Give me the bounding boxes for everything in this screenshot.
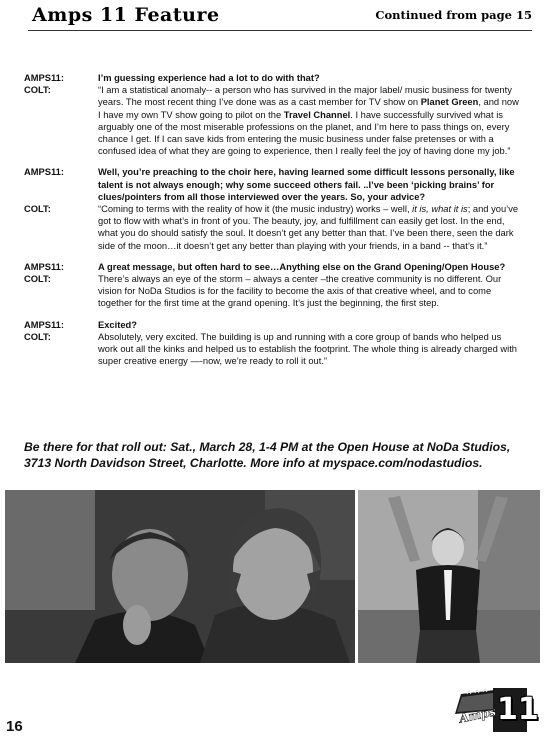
text-segment: There’s always an eye of the storm – always a center –the creative community is no different. Our vision for NoDa Studios is for the facility to become the axis of that creative wheel, and to come together for the first time at the grand opening. It’s just the beginning, the first step. <box>98 274 502 309</box>
photo-two-men <box>5 490 355 663</box>
speaker-text <box>98 84 522 157</box>
text-segment: A great message, but often hard to see…Anything else on the Grand Opening/Open House? <box>98 261 506 272</box>
continued-note: Continued from page 15 <box>375 8 532 22</box>
interview-question <box>24 166 522 203</box>
paragraph-gap <box>24 252 522 261</box>
speaker-text <box>98 331 522 368</box>
text-segment: “I am a statistical anomaly-- a person who has survived in the major label/ music business for twenty years. The most recent thing I’ve done was as a cast member for TV show on <box>98 85 512 108</box>
speaker-text <box>98 273 522 310</box>
text-segment: , and now I have my own TV show going to pilot on the <box>98 97 519 120</box>
interview-answer <box>24 84 522 157</box>
text-segment: I’m guessing experience had a lot to do with that? <box>98 73 320 83</box>
text-segment: Travel Channel <box>283 109 351 120</box>
speaker-label: COLT: <box>24 331 51 342</box>
amps11-logo <box>453 688 539 734</box>
speaker-text <box>98 72 522 84</box>
interview-question <box>24 319 522 331</box>
speaker-label: AMPS11: <box>24 261 64 272</box>
interview-body <box>24 72 522 367</box>
interview-answer <box>24 273 522 310</box>
text-segment: Absolutely, very excited. The building is up and running with a core group of bands who helped us work out all the kinks and helped us to establish the footprint. The whole thing is already charged with super creative energy —-now, we’re ready to roll it out.” <box>98 331 517 367</box>
speaker-label: COLT: <box>24 204 51 215</box>
speaker-label: AMPS11: <box>24 73 64 83</box>
speaker-text <box>98 203 522 252</box>
photo-strip <box>5 490 540 663</box>
page-number: 16 <box>6 718 23 735</box>
speaker-label: AMPS11: <box>24 167 64 178</box>
interview-answer <box>24 203 522 252</box>
promo-text: Be there for that roll out: Sat., March 28, 1-4 PM at the Open House at NoDa Studios, 3713 North Davidson Street, Charlotte. More info at myspace.com/nodastudios. <box>24 440 511 470</box>
speaker-text <box>98 166 522 203</box>
speaker-text <box>98 261 522 273</box>
text-segment: “Coming to terms with the reality of how it (the music industry) works – well, <box>98 204 413 215</box>
header-rule <box>28 30 532 31</box>
text-segment: it is, what it is <box>412 204 468 215</box>
text-segment: Excited? <box>98 319 137 330</box>
speaker-text <box>98 319 522 331</box>
feature-title: Amps 11 Feature <box>32 4 220 26</box>
interview-question <box>24 261 522 273</box>
speaker-label: AMPS11: <box>24 319 64 330</box>
logo-number: 11 <box>497 692 539 727</box>
page-header <box>0 0 550 36</box>
text-segment: ; and you’ve got to flow with what’s in front of you. The beauty, joy, and fulfillment can easily get lost. In the end, what you do should satisfy the soul. It doesn’t get any better than that. I’ve been there, seen the dark side of the moon…it doesn’t get any better than playing with your friends, in a band -- that’s it.” <box>98 204 519 251</box>
text-segment: . I have successfully survived what is arguably one of the most miserable professions on the planet, and I’m here to pass things on, every chance I get. If I can save kids from entering the music business under false pretenses or with a confused idea of what they are going to experience, then I really feel the joy of having done my job.” <box>98 109 511 157</box>
speaker-label: COLT: <box>24 274 51 285</box>
speaker-label: COLT: <box>24 85 51 96</box>
photo-performer <box>358 490 540 663</box>
logo-word: Amps <box>457 704 498 726</box>
text-segment: Well, you’re preaching to the choir here, having learned some difficult lessons personally, like talent is not always enough; why some succeed others fail. ..I’ve been ‘picking brains’ for clues/pointers from all those interviewed over the years. So, your advice? <box>98 167 515 202</box>
text-segment: Planet Green <box>420 97 479 108</box>
paragraph-gap <box>24 157 522 166</box>
interview-question <box>24 72 522 84</box>
paragraph-gap <box>24 310 522 319</box>
interview-answer <box>24 331 522 368</box>
